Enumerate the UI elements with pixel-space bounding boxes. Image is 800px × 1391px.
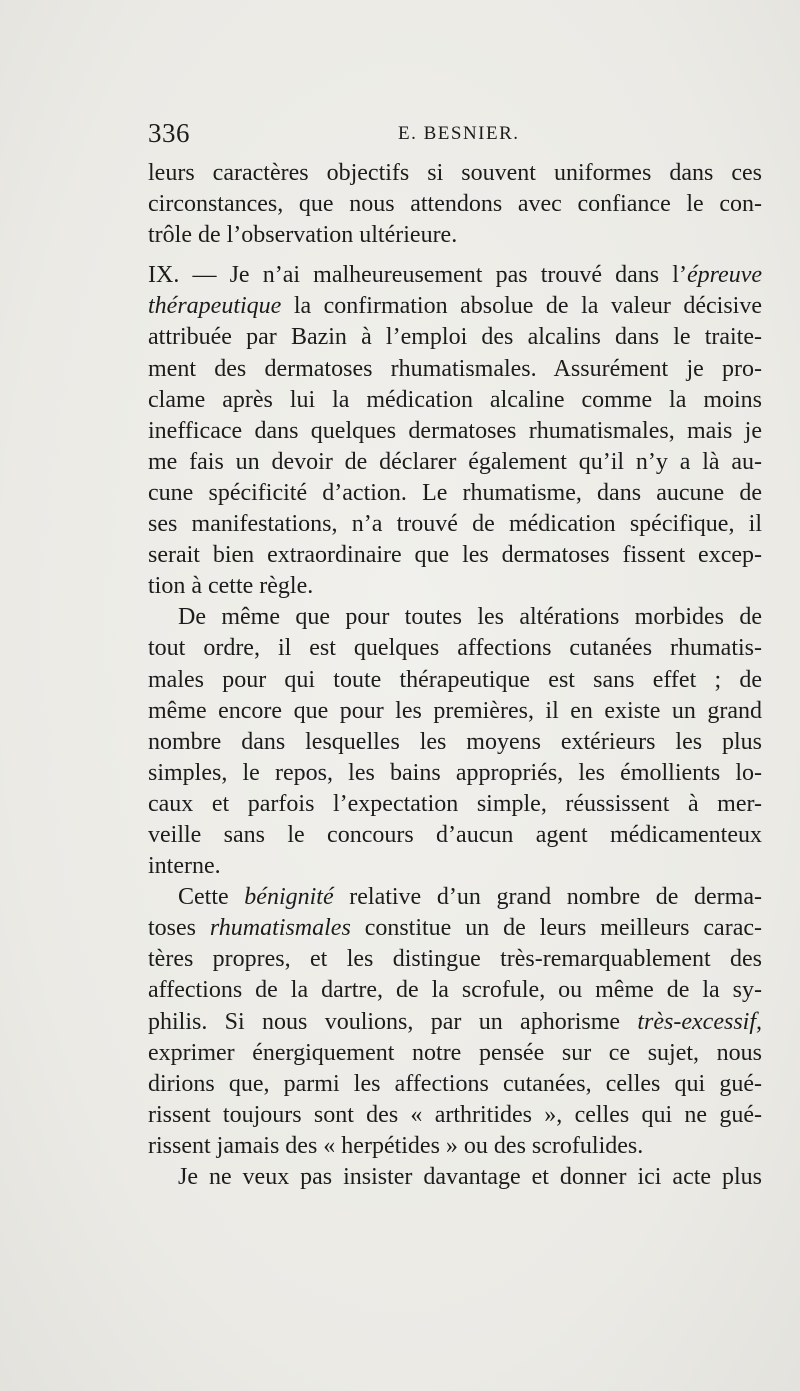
text-line: veille sans le concours d’aucun agent médicamenteux: [148, 821, 762, 848]
italic-run: thérapeutique: [148, 293, 282, 320]
page-header: [148, 118, 760, 148]
paragraph: [148, 1162, 762, 1193]
text-line: circonstances, que nous attendons avec confiance le con-: [148, 191, 762, 218]
italic-run: épreuve: [686, 262, 762, 289]
paragraph-gap: [148, 251, 762, 260]
italic-run: rhumatismales: [209, 915, 351, 942]
text-line: inefficace dans quelques dermatoses rhumatismales, mais je: [148, 417, 762, 444]
text-line: clame après lui la médication alcaline comme la moins: [148, 386, 762, 413]
text-line: [148, 1007, 762, 1038]
text-line: trôle de l’observation ultérieure.: [148, 222, 458, 249]
text-line: simples, le repos, les bains appropriés, les émollients lo-: [148, 759, 762, 786]
text-line: me fais un devoir de déclarer également qu’il n’y a là au-: [148, 448, 762, 475]
text-run: la confirmation absolue de la valeur décisive: [281, 293, 762, 320]
text-line: tion à cette règle.: [148, 573, 314, 600]
body-text: [148, 158, 762, 1193]
text-line: Je ne veux pas insister davantage et donner ici acte plus: [178, 1164, 762, 1190]
text-line: rissent toujours sont des « arthritides », celles qui ne gué-: [148, 1101, 762, 1128]
page-number: 336: [148, 118, 190, 148]
italic-run: très-excessif,: [637, 1008, 762, 1035]
text-line: cune spécificité d’action. Le rhumatisme, dans aucune de: [148, 479, 762, 506]
text-line: rissent jamais des « herpétides » ou des scrofulides.: [148, 1132, 644, 1159]
text-line: leurs caractères objectifs si souvent uniformes dans ces: [148, 160, 762, 186]
text-line: males pour qui toute thérapeutique est sans effet ; de: [148, 666, 762, 693]
paragraph-section-ix: [148, 260, 762, 602]
text-line: attribuée par Bazin à l’emploi des alcalins dans le traite-: [148, 324, 762, 351]
text-line: affections de la dartre, de la scrofule, ou même de la sy-: [148, 977, 762, 1004]
text-run: IX. — Je n’ai malheureusement pas trouvé dans l’: [148, 262, 687, 289]
text-line: ment des dermatoses rhumatismales. Assurément je pro-: [148, 355, 762, 382]
text-run: constitue un de leurs meilleurs carac-: [350, 915, 762, 942]
text-line: De même que pour toutes les altérations morbides de: [178, 604, 762, 631]
text-run: relative d’un grand nombre de derma-: [333, 884, 762, 911]
text-line: même encore que pour les premières, il en existe un grand: [148, 697, 762, 724]
text-run: toses: [148, 915, 210, 942]
paragraph: [148, 602, 762, 882]
running-title: E. BESNIER.: [398, 123, 520, 144]
text-line: tères propres, et les distingue très-remarquablement des: [148, 946, 762, 973]
paragraph: [148, 882, 762, 1162]
paragraph: [148, 158, 762, 251]
text-line: dirions que, parmi les affections cutanées, celles qui gué-: [148, 1070, 762, 1097]
text-line: [148, 913, 762, 944]
text-line: tout ordre, il est quelques affections cutanées rhumatis-: [148, 635, 762, 662]
text-line: [148, 882, 762, 913]
text-line: [148, 291, 762, 322]
text-line: ses manifestations, n’a trouvé de médication spécifique, il: [148, 511, 762, 538]
text-line: [148, 260, 762, 291]
text-line: serait bien extraordinaire que les dermatoses fissent excep-: [148, 542, 762, 569]
text-run: philis. Si nous voulions, par un aphorisme: [148, 1008, 638, 1035]
italic-run: bénignité: [244, 884, 334, 911]
text-line: exprimer énergiquement notre pensée sur ce sujet, nous: [148, 1039, 762, 1066]
text-line: nombre dans lesquelles les moyens extérieurs les plus: [148, 728, 762, 755]
text-run: Cette: [178, 884, 245, 911]
text-line: caux et parfois l’expectation simple, réussissent à mer-: [148, 790, 762, 817]
text-line: interne.: [148, 853, 221, 880]
